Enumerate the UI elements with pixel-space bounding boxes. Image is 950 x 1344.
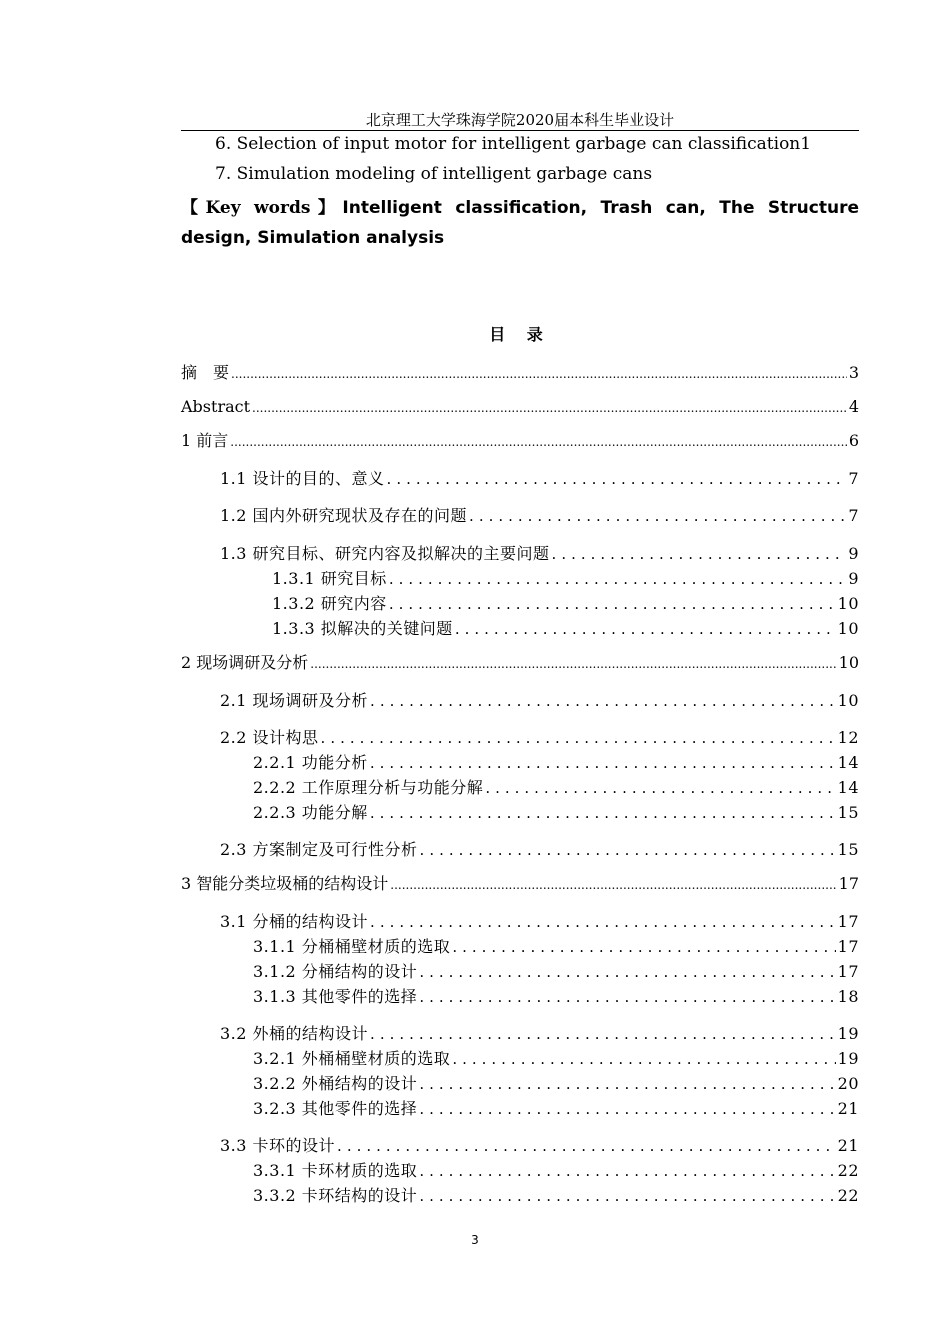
toc-entry-page: 10	[837, 691, 859, 710]
toc-entry-title: 3.1.3 其他零件的选择	[253, 987, 418, 1006]
toc-leader	[452, 1048, 835, 1070]
toc-leader	[389, 568, 847, 590]
toc-entry[interactable]	[253, 1073, 859, 1095]
toc-entry[interactable]	[253, 1185, 859, 1207]
toc-leader	[420, 839, 836, 861]
toc-leader	[419, 986, 835, 1008]
toc-entry[interactable]	[220, 839, 859, 861]
toc-entry[interactable]	[220, 911, 859, 933]
toc-leader	[252, 396, 847, 419]
toc-entry[interactable]	[253, 1048, 859, 1070]
contents-line-7: 7. Simulation modeling of intelligent garbage cans	[215, 164, 653, 184]
toc-entry[interactable]	[220, 468, 859, 490]
toc-entry[interactable]	[253, 777, 859, 799]
toc-leader	[485, 777, 835, 799]
toc-entry-title: 3.1 分桶的结构设计	[220, 912, 369, 931]
toc-entry-page: 10	[837, 619, 859, 638]
toc-entry[interactable]	[272, 618, 859, 640]
toc-entry[interactable]	[220, 727, 859, 749]
toc-leader	[419, 1185, 835, 1207]
toc-entry[interactable]	[253, 1160, 859, 1182]
toc-entry[interactable]	[181, 396, 859, 419]
toc-leader	[552, 543, 847, 565]
toc-leader	[370, 1023, 836, 1045]
toc-entry-title: 2.2.2 工作原理分析与功能分解	[253, 778, 484, 797]
toc-entry-page: 7	[848, 506, 859, 525]
toc-entry-page: 17	[837, 962, 859, 981]
toc-entry-page: 10	[837, 594, 859, 613]
toc-entry-title: 1.3 研究目标、研究内容及拟解决的主要问题	[220, 544, 550, 563]
toc-leader	[321, 727, 836, 749]
toc-leader	[419, 961, 835, 983]
toc-entry-page: 12	[837, 728, 859, 747]
toc-entry-page: 4	[848, 397, 859, 416]
toc-entry-title: 1.2 国内外研究现状及存在的问题	[220, 506, 468, 525]
toc-entry[interactable]	[220, 505, 859, 527]
toc-leader	[419, 1160, 835, 1182]
toc-entry-page: 21	[837, 1099, 859, 1118]
toc-entry-page: 9	[848, 569, 859, 588]
toc-leader	[370, 690, 836, 712]
toc-leader	[419, 1098, 835, 1120]
toc-entry-page: 22	[837, 1186, 859, 1205]
keywords-text: Intelligent classification, Trash can, The Structure design, Simulation analysis	[181, 198, 859, 248]
toc-entry-title: 2 现场调研及分析	[181, 653, 309, 672]
toc-entry[interactable]	[181, 652, 859, 675]
toc-entry-title: 1.3.1 研究目标	[272, 569, 387, 588]
toc-leader	[452, 936, 835, 958]
toc-entry-page: 10	[838, 653, 859, 672]
header-rule	[181, 130, 859, 131]
toc-entry[interactable]	[253, 802, 859, 824]
toc-entry-page: 15	[837, 840, 859, 859]
toc-entry-title: 2.2 设计构思	[220, 728, 319, 747]
toc-entry-page: 19	[837, 1024, 859, 1043]
toc-entry-title: 2.2.1 功能分析	[253, 753, 368, 772]
keywords-label: 【Key words】	[181, 198, 343, 218]
toc-entry-title: 1.3.2 研究内容	[272, 594, 387, 613]
toc-entry-page: 19	[837, 1049, 859, 1068]
toc-entry-page: 6	[848, 431, 859, 450]
toc-entry-title: 2.2.3 功能分解	[253, 803, 368, 822]
toc-entry-page: 22	[837, 1161, 859, 1180]
toc-entry[interactable]	[220, 1023, 859, 1045]
toc-entry-title: 1 前言	[181, 431, 229, 450]
toc-entry[interactable]	[181, 873, 859, 896]
toc-entry-page: 14	[837, 778, 859, 797]
toc-leader	[370, 911, 836, 933]
toc-entry[interactable]	[181, 362, 859, 385]
toc-entry-title: 3.3.1 卡环材质的选取	[253, 1161, 418, 1180]
toc-entry[interactable]	[181, 430, 859, 453]
toc-entry-page: 17	[838, 874, 859, 893]
toc-leader	[230, 430, 847, 453]
toc-entry-title: 3 智能分类垃圾桶的结构设计	[181, 874, 389, 893]
toc-entry-page: 20	[837, 1074, 859, 1093]
toc-entry-title: 摘 要	[181, 363, 230, 382]
toc-entry-title: 3.1.1 分桶桶壁材质的选取	[253, 937, 451, 956]
toc-entry-page: 17	[837, 937, 859, 956]
toc-title: 目 录	[489, 325, 551, 344]
toc-leader	[337, 1135, 836, 1157]
toc-entry[interactable]	[272, 568, 859, 590]
toc-entry-title: Abstract	[181, 397, 251, 416]
toc-leader	[387, 468, 847, 490]
toc-entry-title: 3.1.2 分桶结构的设计	[253, 962, 418, 981]
toc-entry[interactable]	[253, 986, 859, 1008]
toc-entry-title: 2.1 现场调研及分析	[220, 691, 369, 710]
toc-entry-page: 7	[848, 469, 859, 488]
toc-leader	[310, 652, 836, 675]
toc-entry-title: 3.3.2 卡环结构的设计	[253, 1186, 418, 1205]
toc-entry-title: 3.2.3 其他零件的选择	[253, 1099, 418, 1118]
toc-entry-title: 2.3 方案制定及可行性分析	[220, 840, 418, 859]
toc-entry-page: 21	[837, 1136, 859, 1155]
toc-entry[interactable]	[220, 690, 859, 712]
toc-entry[interactable]	[253, 752, 859, 774]
toc-entry-page: 3	[848, 363, 859, 382]
toc-entry-title: 3.2 外桶的结构设计	[220, 1024, 369, 1043]
toc-leader	[231, 362, 847, 385]
toc-entry[interactable]	[253, 1098, 859, 1120]
toc-entry[interactable]	[220, 543, 859, 565]
toc-entry-title: 3.3 卡环的设计	[220, 1136, 336, 1155]
toc-leader	[390, 873, 836, 896]
toc-entry-page: 14	[837, 753, 859, 772]
toc-entry-title: 1.3.3 拟解决的关键问题	[272, 619, 453, 638]
contents-line-6: 6. Selection of input motor for intelligent garbage can classification1	[215, 134, 812, 154]
toc-leader	[370, 802, 836, 824]
keywords-paragraph	[181, 193, 859, 253]
toc-entry[interactable]	[253, 936, 859, 958]
toc-entry-title: 1.1 设计的目的、意义	[220, 469, 385, 488]
toc-entry-page: 17	[837, 912, 859, 931]
page-header: 北京理工大学珠海学院2020届本科生毕业设计	[365, 111, 675, 129]
toc-leader	[469, 505, 846, 527]
toc-leader	[455, 618, 836, 640]
toc-leader	[389, 593, 836, 615]
toc-entry[interactable]	[220, 1135, 859, 1157]
toc-entry-page: 9	[848, 544, 859, 563]
toc-entry[interactable]	[253, 961, 859, 983]
toc-entry-page: 18	[837, 987, 859, 1006]
page-number: 3	[471, 1233, 479, 1247]
toc-entry-title: 3.2.1 外桶桶壁材质的选取	[253, 1049, 451, 1068]
toc-leader	[370, 752, 836, 774]
toc-entry-page: 15	[837, 803, 859, 822]
toc-leader	[419, 1073, 835, 1095]
toc-entry[interactable]	[272, 593, 859, 615]
toc-entry-title: 3.2.2 外桶结构的设计	[253, 1074, 418, 1093]
